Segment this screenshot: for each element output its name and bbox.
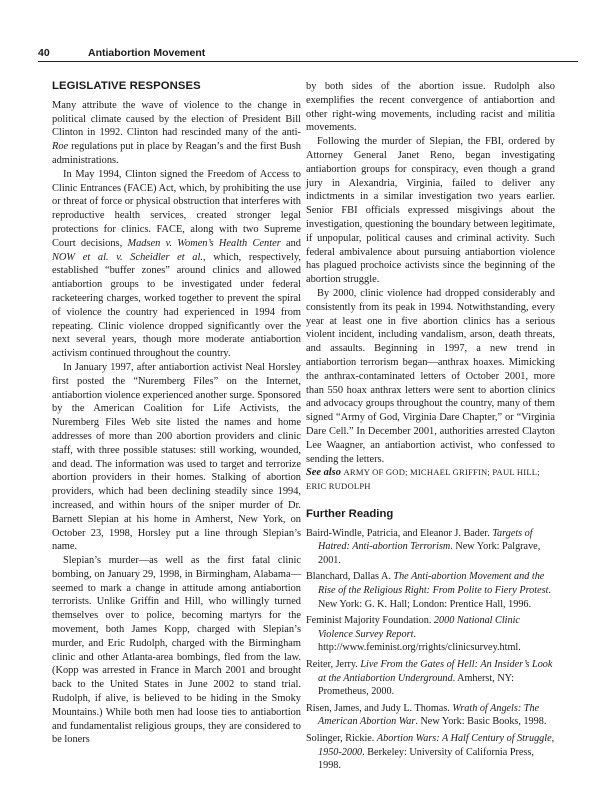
right-column	[306, 80, 555, 776]
paragraph: by both sides of the abortion issue. Rudolph also exemplifies the recent convergence of antiabortion and other right-wing movements, including racist and militia movements.	[306, 81, 555, 134]
page-number: 40	[38, 47, 50, 59]
paragraph: Following the murder of Slepian, the FBI, ordered by Attorney General Janet Reno, began investigating antiabortion groups for conspiracy, even though a grand jury in Alexandria, Virginia, failed to deliver any indictments in a similar investigation two years earlier. Senior FBI officials expressed misgivings about the investigation, questioning the boundary between legitimate, if unpopular, political causes and criminal activity. Such federal ambivalence about pursuing antiabortion violence has plagued prochoice activists since the beginning of the abortion struggle.	[306, 136, 555, 286]
paragraph: Slepian’s murder—as well as the first fatal clinic bombing, on January 29, 1998, in Birmingham, Alabama—seemed to mark a change in attitude among antiabortion terrorists. Unlike Griffin and Hill, who willingly turned themselves over to police, becoming martyrs for the movement, both James Kopp, charged with Slepian’s murder, and Eric Rudolph, charged with the Birmingham clinic and other Atlanta-area bombings, fled from the law. (Kopp was arrested in France in March 2001 and brought back to the United States in June 2002 to stand trial. Rudolph, if alive, is believed to be hiding in the Smoky Mountains.) While both men had loose ties to antiabortion and fundamentalist religious groups, they are considered to be loners	[52, 555, 301, 746]
further-reading-heading: Further Reading	[306, 507, 394, 520]
see-also-items: ARMY OF GOD; MICHAEL GRIFFIN; PAUL HILL; ERIC RUDOLPH	[306, 467, 540, 492]
see-also-label: See also	[306, 467, 341, 479]
reference-item: Baird-Windle, Patricia, and Eleanor J. Bader. Targets of Hatred: Anti-abortion Terrorism. New York: Palgrave, 2001.	[306, 527, 541, 566]
reference-list	[306, 527, 555, 773]
reference-item: Reiter, Jerry. Live From the Gates of Hell: An Insider’s Look at the Antiabortion Underground. Amherst, NY: Prometheus, 2000.	[306, 659, 553, 698]
reference-item: Risen, James, and Judy L. Thomas. Wrath of Angels: The American Abortion War. New York: Basic Books, 1998.	[306, 702, 547, 728]
running-title: Antiabortion Movement	[88, 47, 206, 59]
reference-item: Blanchard, Dallas A. The Anti-abortion Movement and the Rise of the Religious Right: From Polite to Fiery Protest. New York: G. K. Hall; London: Prentice Hall, 1996.	[306, 571, 551, 610]
page-header	[38, 44, 578, 62]
paragraph: In January 1997, after antiabortion activist Neal Horsley first posted the “Nuremberg Files” on the Internet, antiabortion violence experienced another surge. Sponsored by the American Coalition for Life Activists, the Nuremberg Files Web site listed the names and home addresses of more than 200 abortion providers and clinic staff, with three possible statuses: still working, wounded, and dead. The information was used to target and terrorize abortion providers in their homes. Stalking of abortion providers, which had been declining steadily since 1994, increased, and within hours of the sniper murder of Dr. Barnett Slepian at his home in Amherst, New York, on October 23, 1998, Horsley put a line through Slepian’s name.	[52, 361, 301, 553]
section-title: LEGISLATIVE RESPONSES	[52, 80, 201, 92]
left-column	[52, 80, 301, 747]
reference-item: Solinger, Rickie. Abortion Wars: A Half Century of Struggle, 1950-2000. Berkeley: University of California Press, 1998.	[306, 733, 555, 772]
header-rule	[38, 61, 578, 62]
see-also	[306, 466, 555, 494]
paragraph: Many attribute the wave of violence to the change in political climate caused by the election of President Bill Clinton in 1992. Clinton had rescinded many of the anti-Roe regulations put in place by Reagan’s and the first Bush administrations.	[52, 99, 301, 166]
paragraph: By 2000, clinic violence had dropped considerably and consistently from its peak in 1994. Notwithstanding, every year at least one in five abortion clinics has a serious violent incident, including vandalism, arson, death threats, and assaults. Beginning in 1997, a new trend in antiabortion terrorism began—anthrax hoaxes. Mimicking the anthrax-contaminated letters of October 2001, more than 550 hoax anthrax letters were sent to abortion clinics and advocacy groups throughout the country, many of them signed “Army of God, Virginia Dare Chapter,” or “Virginia Dare Cell.” In December 2001, authorities arrested Clayton Lee Waagner, an antiabortion activist, who confessed to sending the letters.	[306, 287, 555, 465]
reference-item: Feminist Majority Foundation. 2000 National Clinic Violence Survey Report. http://www.feminist.org/rrights/clinicsurvey.html.	[306, 615, 521, 654]
paragraph: In May 1994, Clinton signed the Freedom of Access to Clinic Entrances (FACE) Act, which, by prohibiting the use or threat of force or physical obstruction that interferes with reproductive health services, created stronger legal protections for clinics. FACE, along with two Supreme Court decisions, Madsen v. Women’s Health Center and NOW et al. v. Scheidler et al., which, respectively, established “buffer zones” around clinics and allowed antiabortion groups to be investigated under federal racketeering charges, worked together to prevent the spiral of violence the country had experienced in 1994 from repeating. Clinic violence dropped significantly over the next several years, though more moderate antiabortion activism continued throughout the country.	[52, 168, 301, 360]
